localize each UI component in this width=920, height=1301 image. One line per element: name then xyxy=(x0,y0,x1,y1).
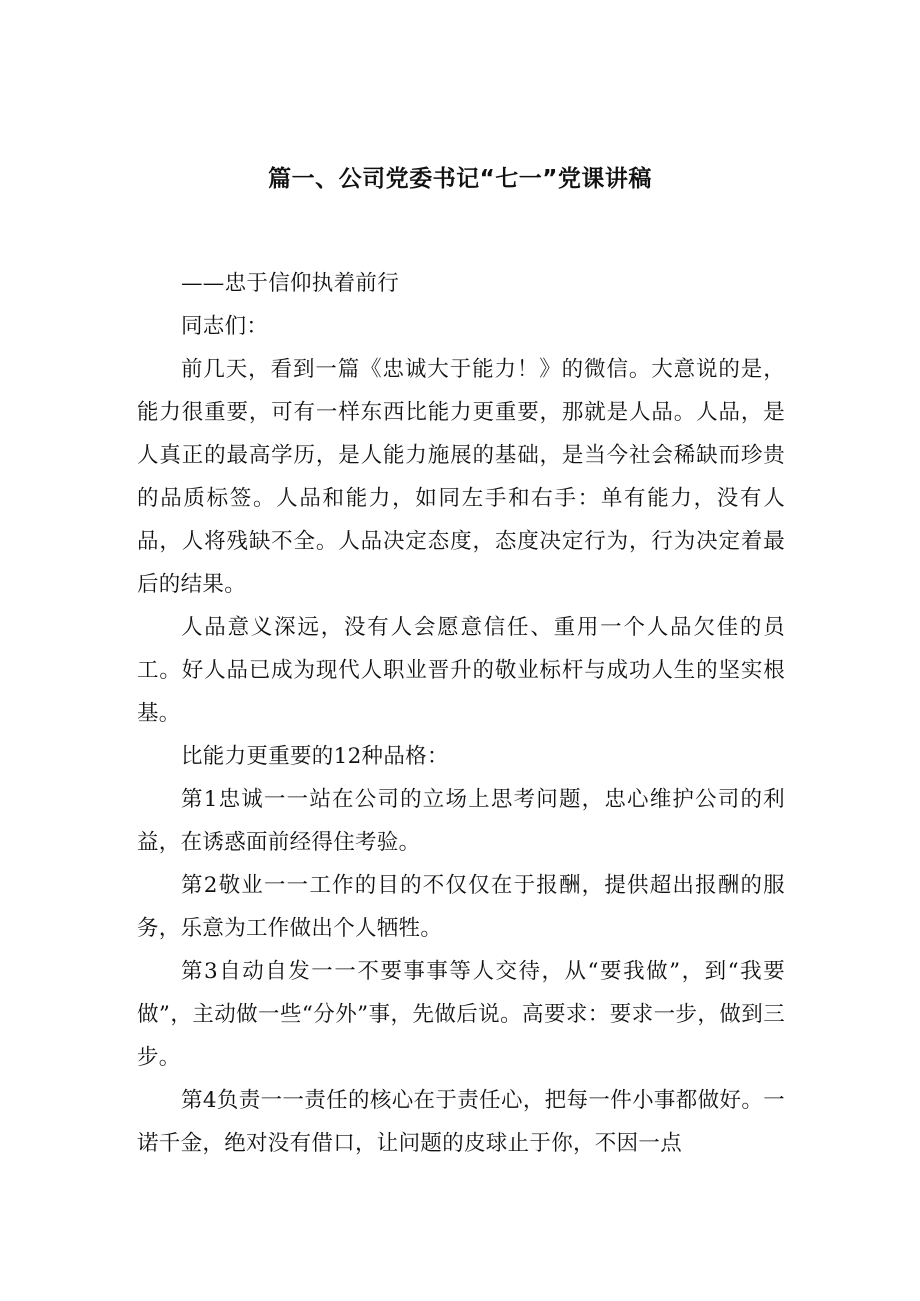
body-paragraph: 第1忠诚一一站在公司的立场上思考问题，忠心维护公司的利益，在诱惑面前经得住考验。 xyxy=(137,787,785,855)
body-paragraph: 人品意义深远，没有人会愿意信任、重用一个人品欠佳的员工。好人品已成为现代人职业晋升的敬业标杆与成功人生的坚实根基。 xyxy=(137,615,785,726)
body-paragraph: 第2敬业一一工作的目的不仅仅在于报酬，提供超出报酬的服务，乐意为工作做出个人牺牲。 xyxy=(137,873,785,941)
document-body xyxy=(137,262,785,1165)
document-title: 篇一、公司党委书记“七一”党课讲稿 xyxy=(268,166,652,192)
salutation-paragraph: 同志们： xyxy=(181,314,269,339)
body-paragraph: 前几天，看到一篇《忠诚大于能力！》的微信。大意说的是，能力很重要，可有一样东西比能力更重要，那就是人品。人品，是人真正的最高学历，是人能力施展的基础，是当今社会稀缺而珍贵的品质标签。人品和能力，如同左手和右手：单有能力，没有人品，人将残缺不全。人品决定态度，态度决定行为，行为决定着最后的结果。 xyxy=(137,357,785,597)
body-paragraph: 第3自动自发一一不要事事等人交待，从“要我做”，到“我要做”，主动做一些“分外”事，先做后说。高要求：要求一步，做到三步。 xyxy=(137,959,785,1070)
body-paragraph: 比能力更重要的12种品格： xyxy=(181,744,449,769)
subtitle-paragraph: ——忠于信仰执着前行 xyxy=(181,271,400,296)
body-paragraph: 第4负责一一责任的核心在于责任心，把每一件小事都做好。一诺千金，绝对没有借口，让问题的皮球止于你，不因一点 xyxy=(137,1088,785,1156)
